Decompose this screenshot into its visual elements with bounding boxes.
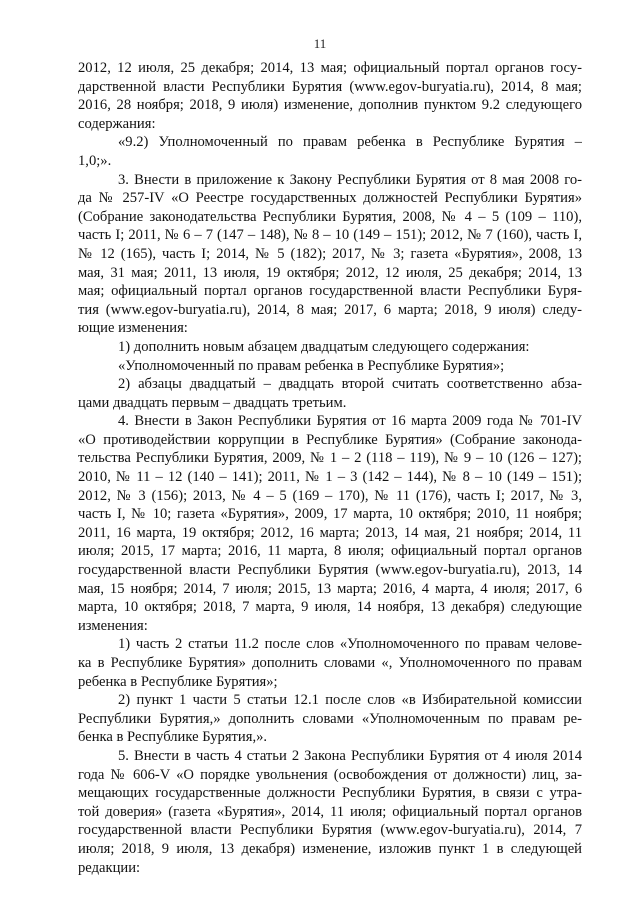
text-line: 2011, 16 марта, 19 октября; 2012, 16 марта; 2013, 14 мая, 21 ноября; 2014, 11 — [78, 524, 582, 541]
text-line: мещающих государственные должности Республики Бурятия, в связи с утра- — [78, 785, 582, 802]
text-line: «Уполномоченный по правам ребенка в Республике Бурятия»; — [118, 357, 505, 374]
text-line: ка в Республике Бурятия» дополнить словами «, Уполномоченного по правам — [78, 655, 582, 671]
text-line: № 12 (165), часть I; 2014, № 5 (182); 2017, № 3; газета «Бурятия», 2008, 13 — [78, 245, 582, 262]
text-line: той доверия» (газета «Бурятия», 2014, 11 июля; официальный портал органов — [78, 803, 582, 820]
text-line: часть I; 2011, № 6 – 7 (147 – 148), № 8 – 10 (149 – 151); 2012, № 7 (160), часть I, — [78, 227, 582, 244]
text-line: цами двадцать первым – двадцать третьим. — [78, 394, 347, 411]
text-line: дарственной власти Республики Бурятия (www.egov-buryatia.ru), 2014, 8 мая; — [78, 78, 582, 95]
text-line: 2012, 12 июля, 25 декабря; 2014, 13 мая; официальный портал органов госу- — [78, 60, 582, 76]
text-line: 1) дополнить новым абзацем двадцатым следующего содержания: — [118, 338, 530, 355]
text-line: мая, 31 мая; 2011, 13 июля, 19 октября; 2012, 12 июля, 25 декабря; 2014, 13 — [78, 264, 582, 281]
text-line: года № 606-V «О порядке увольнения (освобождения от должности) лиц, за- — [78, 766, 582, 783]
text-line: мая; официальный портал органов государственной власти Республики Буря- — [78, 283, 582, 300]
text-line: редакции: — [78, 859, 141, 876]
text-line: марта, 10 октября; 2018, 7 марта, 9 июля, 14 ноября, 13 декабря) следующие — [78, 599, 582, 616]
text-line: содержания: — [78, 115, 156, 132]
text-line: да № 257-IV «О Реестре государственных должностей Республики Бурятия» — [78, 190, 582, 207]
page-number: 11 — [313, 36, 327, 51]
text-line: часть I, № 10; газета «Бурятия», 2009, 17 марта, 10 октября; 2010, 11 ноября; — [78, 506, 582, 523]
text-line: государственной власти Республики Бурятия (www.egov-buryatia.ru), 2013, 14 — [78, 562, 582, 579]
text-line: июля; 2015, 17 марта; 2016, 11 марта, 8 июля; официальный портал органов — [78, 543, 582, 560]
text-line: изменения: — [78, 617, 148, 634]
text-line: 2010, № 11 – 12 (140 – 141); 2011, № 1 – 3 (142 – 144), № 8 – 10 (149 – 151); — [78, 469, 582, 486]
text-line: 1,0;». — [78, 152, 112, 169]
text-line: государственной власти Республики Бурятия (www.egov-buryatia.ru), 2014, 7 — [78, 822, 582, 839]
text-line: тия (www.egov-buryatia.ru), 2014, 8 мая; 2017, 6 марта; 2018, 9 июля) следу- — [78, 301, 582, 318]
text-line: (Собрание законодательства Республики Бурятия, 2008, № 4 – 5 (109 – 110), — [78, 208, 582, 225]
text-line: 3. Внести в приложение к Закону Республики Бурятия от 8 мая 2008 го- — [118, 171, 582, 188]
text-line: 2) пункт 1 части 5 статьи 12.1 после слов «в Избирательной комиссии — [118, 692, 582, 709]
text-line: мая, 15 ноября; 2014, 7 июля; 2015, 13 марта; 2016, 4 марта, 4 июля; 2017, 6 — [78, 580, 582, 597]
text-line: 1) часть 2 статьи 11.2 после слов «Уполномоченного по правам челове- — [118, 636, 582, 653]
text-line: 5. Внести в часть 4 статьи 2 Закона Республики Бурятия от 4 июля 2014 — [118, 747, 582, 764]
text-line: «9.2) Уполномоченный по правам ребенка в Республике Бурятия – — [118, 134, 582, 151]
text-line: ребенка в Республике Бурятия»; — [78, 673, 278, 690]
text-line: 2016, 28 ноября; 2018, 9 июля) изменение, дополнив пунктом 9.2 следующего — [78, 97, 582, 114]
text-line: ющие изменения: — [78, 320, 188, 337]
text-line: бенка в Республике Бурятия,». — [78, 729, 268, 746]
text-line: 4. Внести в Закон Республики Бурятия от 16 марта 2009 года № 701-IV — [118, 413, 582, 430]
text-line: тельства Республики Бурятия, 2009, № 1 – 2 (118 – 119), № 9 – 10 (126 – 127); — [78, 450, 582, 467]
document-body — [78, 59, 582, 877]
text-line: Республики Бурятия,» дополнить словами «Уполномоченным по правам ре- — [78, 710, 582, 727]
text-line: 2) абзацы двадцатый – двадцать второй считать соответственно абза- — [118, 376, 582, 393]
text-line: июля; 2018, 9 июля, 13 декабря) изменение, изложив пункт 1 в следующей — [78, 840, 582, 857]
text-line: 2012, № 3 (156); 2013, № 4 – 5 (169 – 170), № 11 (176), часть I; 2017, № 3, — [78, 487, 582, 504]
text-line: «О противодействии коррупции в Республике Бурятия» (Собрание законода- — [78, 431, 582, 448]
